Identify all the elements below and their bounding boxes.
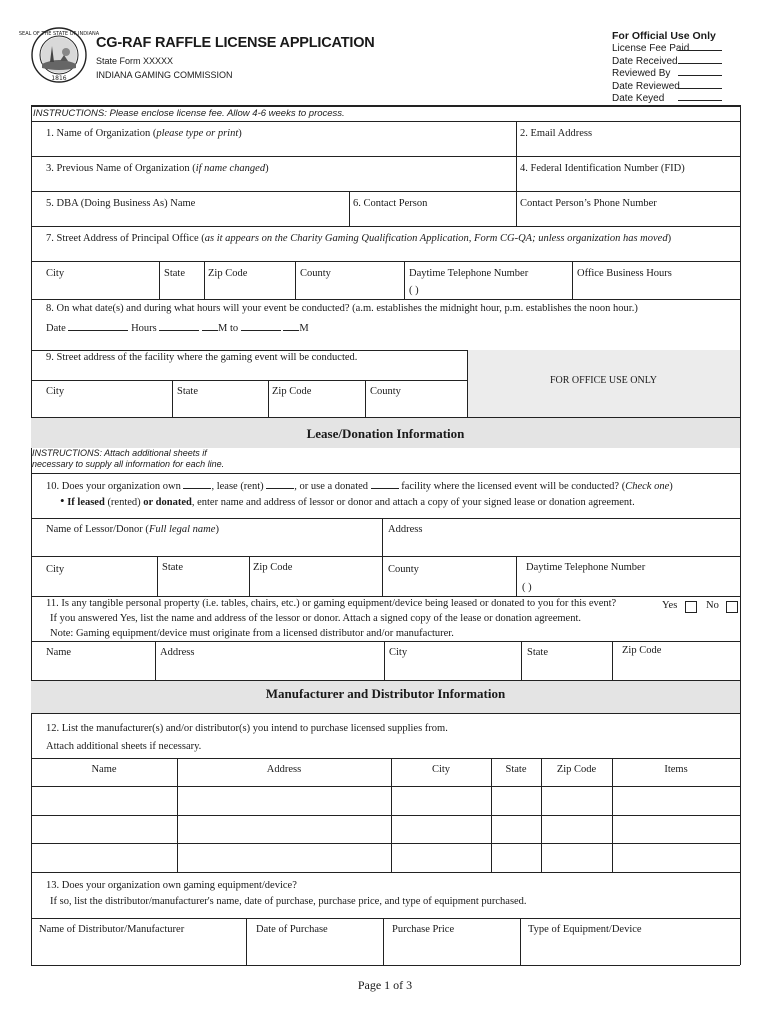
previous-name-label: 3. Previous Name of Organization (if name changed) [46,163,269,174]
from-ampm-input[interactable] [202,320,218,331]
col-name: Name [91,764,117,775]
fid-label: 4. Federal Identification Number (FID) [520,163,685,174]
own-input[interactable] [183,478,211,489]
table-row[interactable] [31,940,740,964]
official-use-item: Date Keyed [612,93,665,104]
page-number: Page 1 of 3 [357,978,413,992]
facility-address-label: 9. Street address of the facility where the gaming event will be conducted. [46,352,358,363]
lessor-address-label: Address [388,524,423,535]
hours-from-input[interactable] [159,320,199,331]
col-city: City [431,764,451,775]
q12-text: 12. List the manufacturer(s) and/or distributor(s) you intend to purchase licensed supplies from. [46,723,448,734]
dba-input[interactable] [32,212,348,225]
city-label: City [46,268,65,279]
lessor-phone-label: Daytime Telephone Number [526,562,646,573]
lessor-name-input[interactable] [32,540,381,554]
org-name-label: 1. Name of Organization (please type or print) [46,128,242,139]
top-instructions: INSTRUCTIONS: Please enclose license fee. Allow 4-6 weeks to process. [33,108,345,119]
contact-phone-label: Contact Person’s Phone Number [520,198,657,209]
facility-zip-label: Zip Code [272,386,312,397]
org-name-input[interactable] [32,142,515,155]
q11-text: 11. Is any tangible personal property (i.e. tables, chairs, etc.) or gaming equipment/device being leased or donated to you for this event? [46,598,617,609]
q11-line2: If you answered Yes, list the name and address of the lessor or donor. Attach a signed copy of the lease or donation agreement. [50,613,581,624]
official-use-item: Date Reviewed [612,80,680,92]
q11-address-label: Address [160,647,195,658]
previous-name-input[interactable] [32,177,515,190]
q11-zip-label: Zip Code [622,645,662,656]
county-label: County [300,268,331,279]
q11-note: Note: Gaming equipment/device must originate from a licensed distributor and/or manufacturer. [50,628,454,639]
col-distributor-name: Name of Distributor/Manufacturer [39,924,185,935]
official-use-heading: For Official Use Only [612,30,716,42]
donated-input[interactable] [371,478,399,489]
table-row[interactable] [31,787,740,815]
office-use-box [467,350,740,417]
q10-text: 10. Does your organization own , lease (rent) , or use a donated facility where the licensed event will be conducted? (Check one) [46,478,673,492]
office-hours-label: Office Business Hours [577,268,672,279]
lease-instructions: INSTRUCTIONS: Attach additional sheets if necessary to supply all information for each line. [32,448,225,469]
q11-name-label: Name [46,647,72,658]
lessor-state-label: State [162,562,183,573]
table-row[interactable] [31,816,740,843]
office-use-text: FOR OFFICE USE ONLY [549,375,658,386]
seal-text: SEAL OF THE STATE OF INDIANA [18,31,100,37]
col-purchase-date: Date of Purchase [256,924,328,935]
table-row[interactable] [31,844,740,872]
lessor-phone-area: ( ) [522,582,532,593]
contact-phone-input[interactable] [517,212,739,225]
no-label: No [706,600,719,611]
col-purchase-price: Purchase Price [392,924,455,935]
dba-label: 5. DBA (Doing Business As) Name [46,198,196,209]
lessor-address-input[interactable] [383,540,739,554]
facility-address-input[interactable] [32,366,466,379]
col-address: Address [266,764,302,775]
col-state: State [505,764,527,775]
facility-state-label: State [177,386,198,397]
facility-city-label: City [46,386,65,397]
manufacturer-heading: Manufacturer and Distributor Information [265,686,506,701]
street-address-input[interactable] [32,247,739,260]
to-ampm-input[interactable] [283,320,299,331]
seal-year: 1816 [51,75,67,82]
state-seal [18,26,100,84]
yes-checkbox[interactable] [685,601,697,613]
facility-county-label: County [370,386,401,397]
hours-to-input[interactable] [241,320,281,331]
equipment-table [31,918,740,965]
commission-name: INDIANA GAMING COMMISSION [96,70,233,80]
q10-instruction: • If leased (rented) or donated, enter name and address of lessor or donor and attach a copy of your signed lease or donation agreement. [60,493,635,508]
daytime-phone-label: Daytime Telephone Number [409,268,529,279]
col-zip: Zip Code [556,764,597,775]
event-dates-label: 8. On what date(s) and during what hours will your event be conducted? (a.m. establishes the midnight hour, p.m. establishes the noon hour.) [46,303,638,314]
email-input[interactable] [517,142,739,155]
state-label: State [164,268,185,279]
yes-label: Yes [662,600,678,611]
state-form-number: State Form XXXXX [96,56,174,66]
form-title: CG-RAF RAFFLE LICENSE APPLICATION [96,35,375,51]
official-use-item: License Fee Paid [612,43,690,54]
phone-area-code: ( ) [409,285,419,296]
no-checkbox[interactable] [726,601,738,613]
lessor-county-label: County [388,564,419,575]
contact-person-label: 6. Contact Person [353,198,428,209]
lease-input[interactable] [266,478,294,489]
official-use-item: Date Received [612,55,678,67]
lessor-city-label: City [46,564,65,575]
email-label: 2. Email Address [520,128,593,139]
date-input[interactable] [68,320,128,331]
zip-label: Zip Code [208,268,248,279]
contact-person-input[interactable] [350,212,515,225]
q11-state-label: State [527,647,548,658]
q13-text: 13. Does your organization own gaming equipment/device? [46,880,297,891]
lease-heading: Lease/Donation Information [306,426,465,441]
supplier-table [31,758,740,872]
q12-line2: Attach additional sheets if necessary. [46,741,202,752]
col-equipment-type: Type of Equipment/Device [528,924,642,935]
official-use-item: Reviewed By [612,68,671,79]
street-address-label: 7. Street Address of Principal Office (as it appears on the Charity Gaming Qualification Application, Form CG-QA; unless organization has moved) [46,233,672,244]
lessor-zip-label: Zip Code [253,562,293,573]
fid-input[interactable] [517,177,739,190]
lessor-name-label: Name of Lessor/Donor (Full legal name) [46,524,219,535]
event-date-hours-line: Date Hours M to M [46,320,309,334]
col-items: Items [664,764,688,775]
q13-line2: If so, list the distributor/manufacturer's name, date of purchase, purchase price, and type of equipment purchased. [50,896,527,907]
q11-city-label: City [389,647,408,658]
